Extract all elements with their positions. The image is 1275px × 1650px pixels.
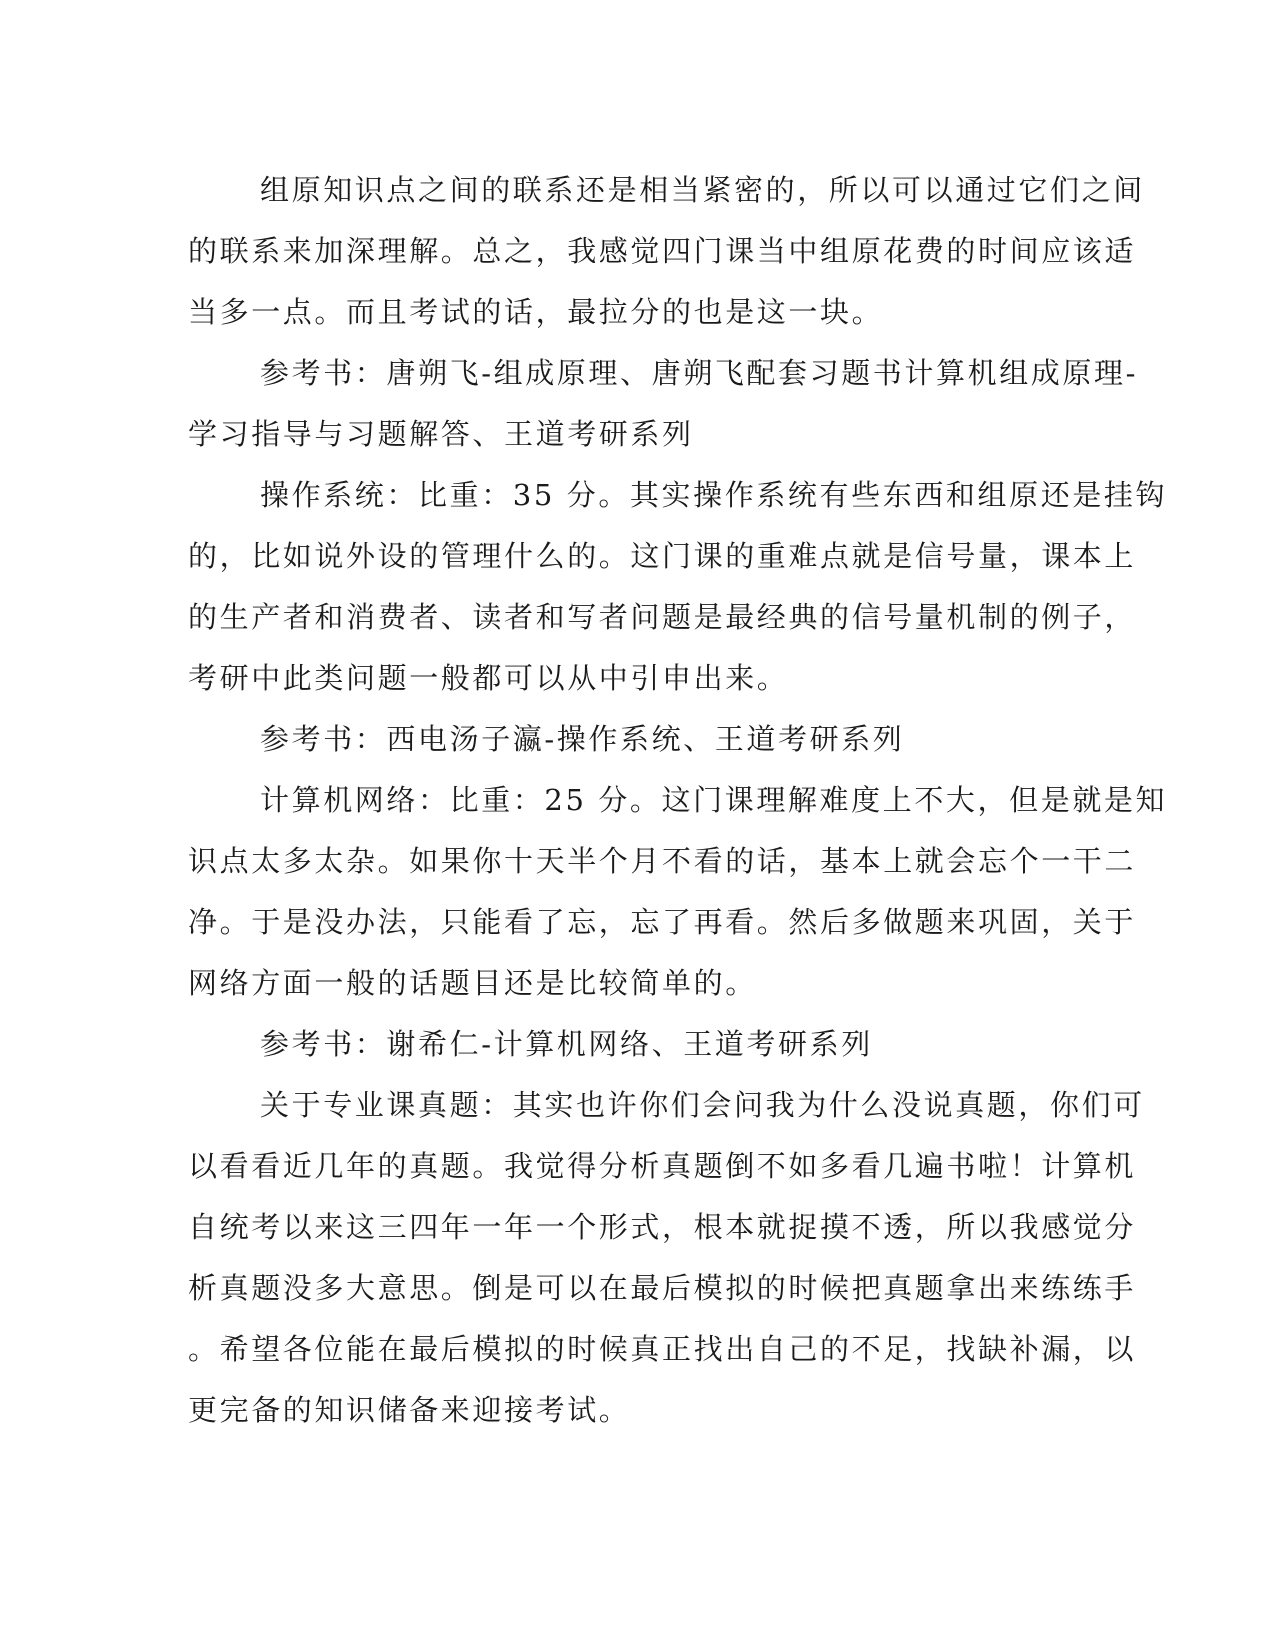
text-line: 自统考以来这三四年一年一个形式，根本就捉摸不透，所以我感觉分: [188, 1210, 1137, 1244]
text-line: 网络方面一般的话题目还是比较简单的。: [188, 966, 757, 1000]
text-line: 净。于是没办法，只能看了忘，忘了再看。然后多做题来巩固，关于: [188, 905, 1137, 939]
text-line: 以看看近几年的真题。我觉得分析真题倒不如多看几遍书啦！计算机: [188, 1149, 1137, 1183]
text-line: 组原知识点之间的联系还是相当紧密的，所以可以通过它们之间: [260, 173, 1145, 207]
text-line: 识点太多太杂。如果你十天半个月不看的话，基本上就会忘个一干二: [188, 844, 1137, 878]
text-line: 学习指导与习题解答、王道考研系列: [188, 417, 694, 451]
text-line: 的生产者和消费者、读者和写者问题是最经典的信号量机制的例子，: [188, 600, 1137, 634]
text-line: 参考书：谢希仁-计算机网络、王道考研系列: [260, 1027, 873, 1061]
text-line: 关于专业课真题：其实也许你们会问我为什么没说真题，你们可: [260, 1088, 1145, 1122]
text-line: 操作系统：比重：35 分。其实操作系统有些东西和组原还是挂钩: [260, 478, 1168, 512]
text-line: 考研中此类问题一般都可以从中引申出来。: [188, 661, 789, 695]
text-line: 的，比如说外设的管理什么的。这门课的重难点就是信号量，课本上: [188, 539, 1137, 573]
text-line: 的联系来加深理解。总之，我感觉四门课当中组原花费的时间应该适: [188, 234, 1137, 268]
body-text: [188, 160, 1168, 1441]
text-line: 。希望各位能在最后模拟的时候真正找出自己的不足，找缺补漏，以: [188, 1332, 1137, 1366]
text-line: 更完备的知识储备来迎接考试。: [188, 1393, 631, 1427]
text-line: 析真题没多大意思。倒是可以在最后模拟的时候把真题拿出来练练手: [188, 1271, 1137, 1305]
text-line: 当多一点。而且考试的话，最拉分的也是这一块。: [188, 295, 884, 329]
text-line: 参考书：唐朔飞-组成原理、唐朔飞配套习题书计算机组成原理-: [260, 356, 1138, 390]
text-line: 参考书：西电汤子瀛-操作系统、王道考研系列: [260, 722, 905, 756]
text-line: 计算机网络：比重：25 分。这门课理解难度上不大，但是就是知: [260, 783, 1168, 817]
